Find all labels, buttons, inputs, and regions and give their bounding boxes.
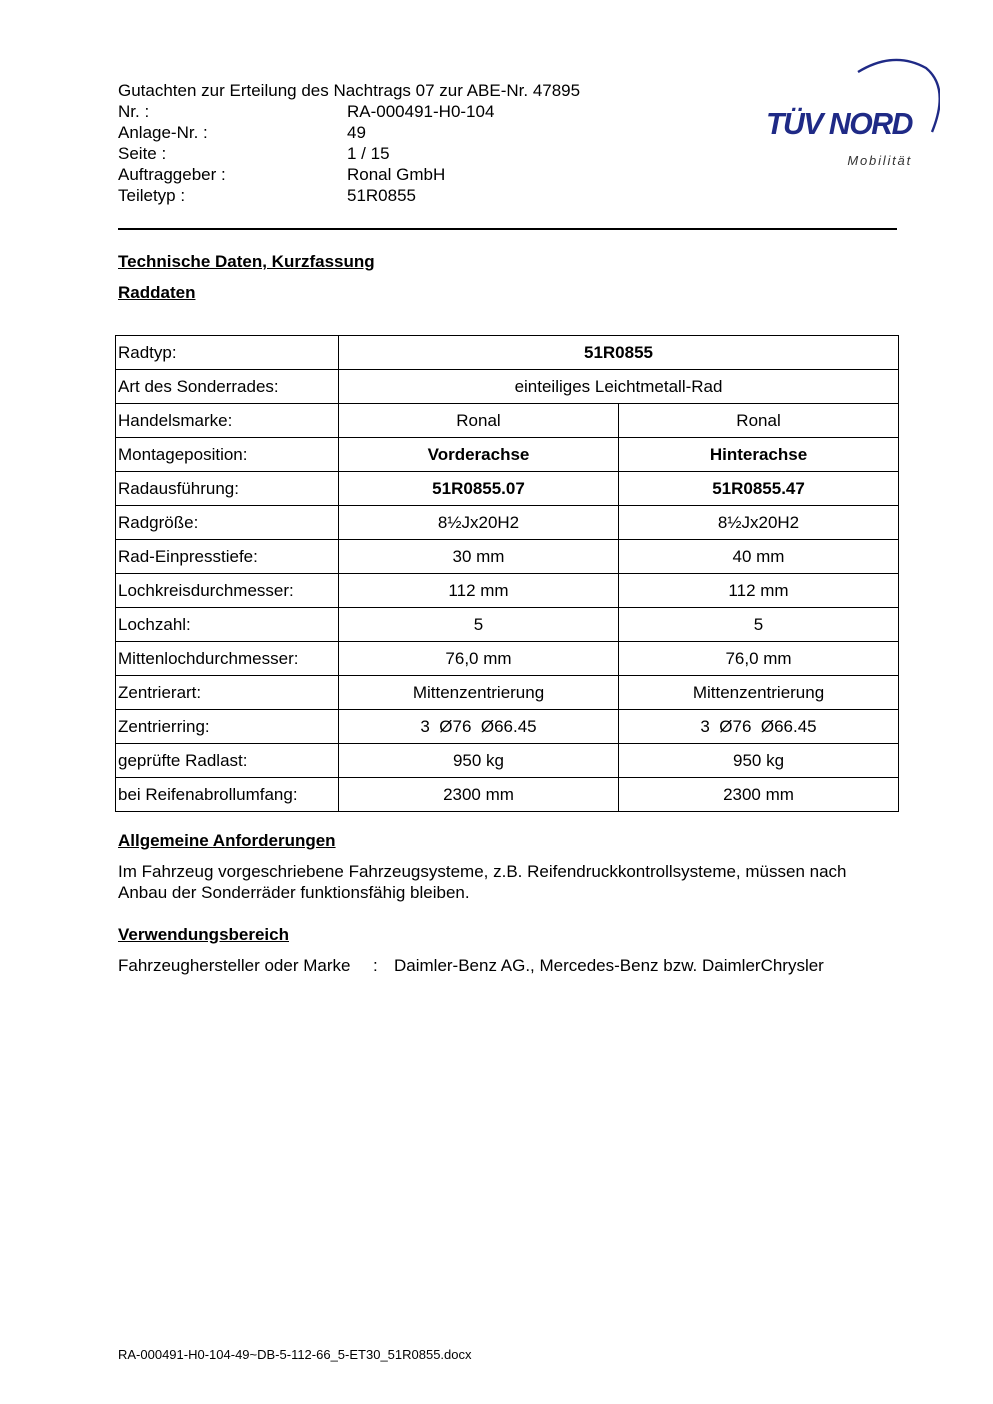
table-row: [116, 336, 899, 370]
row-label: Art des Sonderrades:: [116, 370, 339, 404]
front-axle-value: Vorderachse: [339, 438, 619, 472]
row-label: Radgröße:: [116, 506, 339, 540]
usage-colon: :: [373, 956, 378, 975]
table-row: [116, 642, 899, 676]
header-label: Anlage-Nr. :: [118, 123, 208, 142]
rear-axle-value: 5: [619, 608, 899, 642]
usage-row: [118, 956, 824, 976]
report-title: Gutachten zur Erteilung des Nachtrags 07 zur ABE-Nr. 47895: [118, 81, 581, 100]
row-label: Rad-Einpresstiefe:: [116, 540, 339, 574]
logo-subtitle: Mobilität: [847, 153, 912, 168]
front-axle-value: 112 mm: [339, 574, 619, 608]
front-axle-value: 2300 mm: [339, 778, 619, 812]
rear-axle-value: Hinterachse: [619, 438, 899, 472]
header-row-teiletyp: [118, 185, 678, 206]
table-row: [116, 676, 899, 710]
row-label: Radtyp:: [116, 336, 339, 370]
header-row-auftraggeber: [118, 164, 678, 185]
header-divider: [118, 228, 897, 230]
requirements-text: Im Fahrzeug vorgeschriebene Fahrzeugsysteme, z.B. Reifendruckkontrollsysteme, müssen nach Anbau der Sonderräder funktionsfähig bleiben.: [118, 862, 847, 902]
header-value: 49: [347, 123, 366, 142]
row-label: Lochkreisdurchmesser:: [116, 574, 339, 608]
header-row-seite: [118, 143, 678, 164]
usage-heading: Verwendungsbereich: [118, 925, 289, 944]
rear-axle-value: 950 kg: [619, 744, 899, 778]
footer-filename: RA-000491-H0-104-49~DB-5-112-66_5-ET30_51R0855.docx: [118, 1347, 472, 1362]
header-value: 1 / 15: [347, 144, 390, 163]
header-label: Nr. :: [118, 102, 150, 121]
front-axle-value: 5: [339, 608, 619, 642]
rear-axle-value: 76,0 mm: [619, 642, 899, 676]
row-label: Montageposition:: [116, 438, 339, 472]
header-value: RA-000491-H0-104: [347, 102, 495, 121]
header-row-anlage: [118, 122, 678, 143]
front-axle-value: 30 mm: [339, 540, 619, 574]
wheel-data-heading: Raddaten: [118, 283, 196, 302]
header-label: Teiletyp :: [118, 186, 186, 205]
wheel-data-table: [115, 335, 899, 812]
table-row: [116, 744, 899, 778]
header-value: Ronal GmbH: [347, 165, 446, 184]
row-label: geprüfte Radlast:: [116, 744, 339, 778]
front-axle-value: 950 kg: [339, 744, 619, 778]
front-axle-value: 51R0855.07: [339, 472, 619, 506]
table-row: [116, 574, 899, 608]
rear-axle-value: 51R0855.47: [619, 472, 899, 506]
row-label: Radausführung:: [116, 472, 339, 506]
row-label: Mittenlochdurchmesser:: [116, 642, 339, 676]
table-row: [116, 710, 899, 744]
table-row: [116, 778, 899, 812]
row-label: Handelsmarke:: [116, 404, 339, 438]
rear-axle-value: 2300 mm: [619, 778, 899, 812]
table-row: [116, 370, 899, 404]
rear-axle-value: Mittenzentrierung: [619, 676, 899, 710]
table-row: [116, 540, 899, 574]
usage-value: Daimler-Benz AG., Mercedes-Benz bzw. DaimlerChrysler: [394, 956, 824, 975]
rear-axle-value: Ronal: [619, 404, 899, 438]
rear-axle-value: 40 mm: [619, 540, 899, 574]
usage-label: Fahrzeughersteller oder Marke: [118, 956, 351, 975]
front-axle-value: Mittenzentrierung: [339, 676, 619, 710]
table-row: [116, 608, 899, 642]
table-row: [116, 404, 899, 438]
header-label: Seite :: [118, 144, 167, 163]
rear-axle-value: 8½Jx20H2: [619, 506, 899, 540]
row-value: einteiliges Leichtmetall-Rad: [339, 370, 899, 404]
row-label: Lochzahl:: [116, 608, 339, 642]
table-row: [116, 438, 899, 472]
front-axle-value: 8½Jx20H2: [339, 506, 619, 540]
header-label: Auftraggeber :: [118, 165, 226, 184]
row-label: Zentrierart:: [116, 676, 339, 710]
rear-axle-value: 3 Ø76 Ø66.45: [619, 710, 899, 744]
header-value: 51R0855: [347, 186, 417, 205]
front-axle-value: 3 Ø76 Ø66.45: [339, 710, 619, 744]
technical-data-heading: Technische Daten, Kurzfassung: [118, 252, 375, 271]
tuv-nord-logo: [762, 58, 940, 174]
header-row-nr: [118, 101, 678, 122]
logo-brand: TÜV NORD: [766, 106, 914, 141]
front-axle-value: 76,0 mm: [339, 642, 619, 676]
table-row: [116, 472, 899, 506]
document-header: [118, 80, 678, 206]
table-row: [116, 506, 899, 540]
row-value: 51R0855: [339, 336, 899, 370]
row-label: bei Reifenabrollumfang:: [116, 778, 339, 812]
rear-axle-value: 112 mm: [619, 574, 899, 608]
requirements-heading: Allgemeine Anforderungen: [118, 831, 336, 850]
row-label: Zentrierring:: [116, 710, 339, 744]
front-axle-value: Ronal: [339, 404, 619, 438]
